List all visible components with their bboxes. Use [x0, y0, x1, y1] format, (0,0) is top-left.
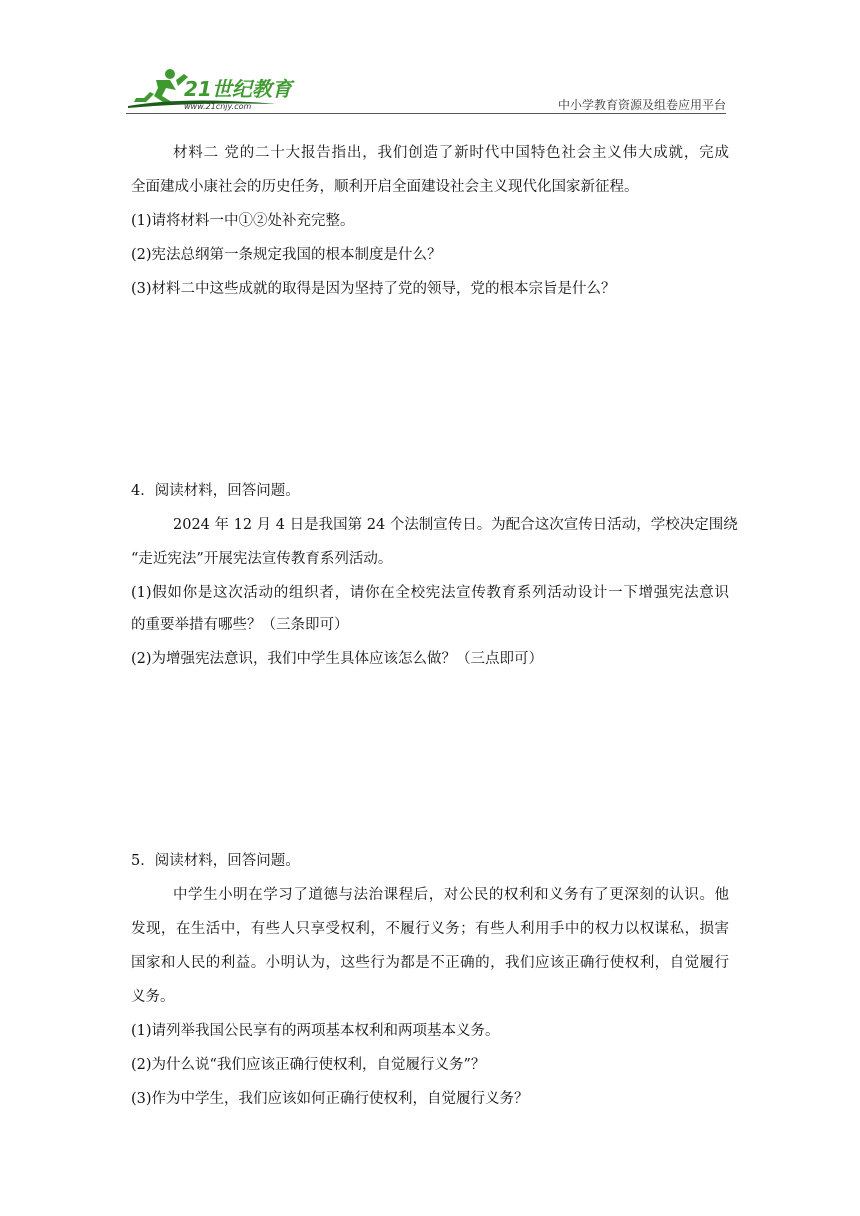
- q4-paragraph-line1: 2024 年 12 月 4 日是我国第 24 个法制宣传日。为配合这次宣传日活动，学校决定围绕: [173, 517, 738, 533]
- q3-subquestion-3: (3)材料二中这些成就的取得是因为坚持了党的领导，党的根本宗旨是什么？: [131, 281, 616, 297]
- platform-name: 中小学教育资源及组卷应用平台: [557, 98, 726, 112]
- q5-paragraph-line1: 中学生小明在学习了道德与法治课程后，对公民的权利和义务有了更深刻的认识。他: [173, 887, 729, 903]
- running-man-icon: [126, 66, 296, 112]
- q4-subquestion-1-line2: 的重要举措有哪些？（三条即可）: [131, 617, 349, 633]
- logo-21cnjy: [126, 66, 296, 112]
- header-divider: [126, 113, 726, 114]
- svg-text:21世纪教育: 21世纪教育: [184, 77, 292, 101]
- q3-subquestion-2: (2)宪法总纲第一条规定我国的根本制度是什么？: [131, 247, 442, 263]
- q5-paragraph-line2: 发现，在生活中，有些人只享受权利，不履行义务；有些人利用手中的权力以权谋私，损害: [131, 921, 729, 937]
- q5-paragraph-line3: 国家和人民的利益。小明认为，这些行为都是不正确的，我们应该正确行使权利，自觉履行: [131, 955, 729, 971]
- q5-subquestion-3: (3)作为中学生，我们应该如何正确行使权利，自觉履行义务？: [131, 1091, 529, 1107]
- page-header: [126, 66, 726, 116]
- q4-subquestion-1-line1: (1)假如你是这次活动的组织者，请你在全校宪法宣传教育系列活动设计一下增强宪法意识: [131, 585, 729, 601]
- q5-subquestion-1: (1)请列举我国公民享有的两项基本权利和两项基本义务。: [131, 1023, 500, 1039]
- q4-subquestion-2: (2)为增强宪法意识，我们中学生具体应该怎么做？（三点即可）: [131, 651, 544, 667]
- q4-title: 4．阅读材料，回答问题。: [131, 483, 300, 499]
- q3-material2-line2: 全面建成小康社会的历史任务，顺利开启全面建设社会主义现代化国家新征程。: [131, 179, 639, 195]
- svg-text:www.21cnjy.com: www.21cnjy.com: [184, 102, 252, 111]
- q3-subquestion-1: (1)请将材料一中①②处补充完整。: [131, 213, 355, 229]
- q5-title: 5．阅读材料，回答问题。: [131, 853, 300, 869]
- q5-subquestion-2: (2)为什么说“我们应该正确行使权利，自觉履行义务”？: [131, 1057, 486, 1073]
- q4-paragraph-line2: “走近宪法”开展宪法宣传教育系列活动。: [131, 551, 393, 567]
- q3-material2-line1: 材料二 党的二十大报告指出，我们创造了新时代中国特色社会主义伟大成就，完成: [173, 145, 729, 161]
- q5-paragraph-line4: 义务。: [131, 989, 175, 1005]
